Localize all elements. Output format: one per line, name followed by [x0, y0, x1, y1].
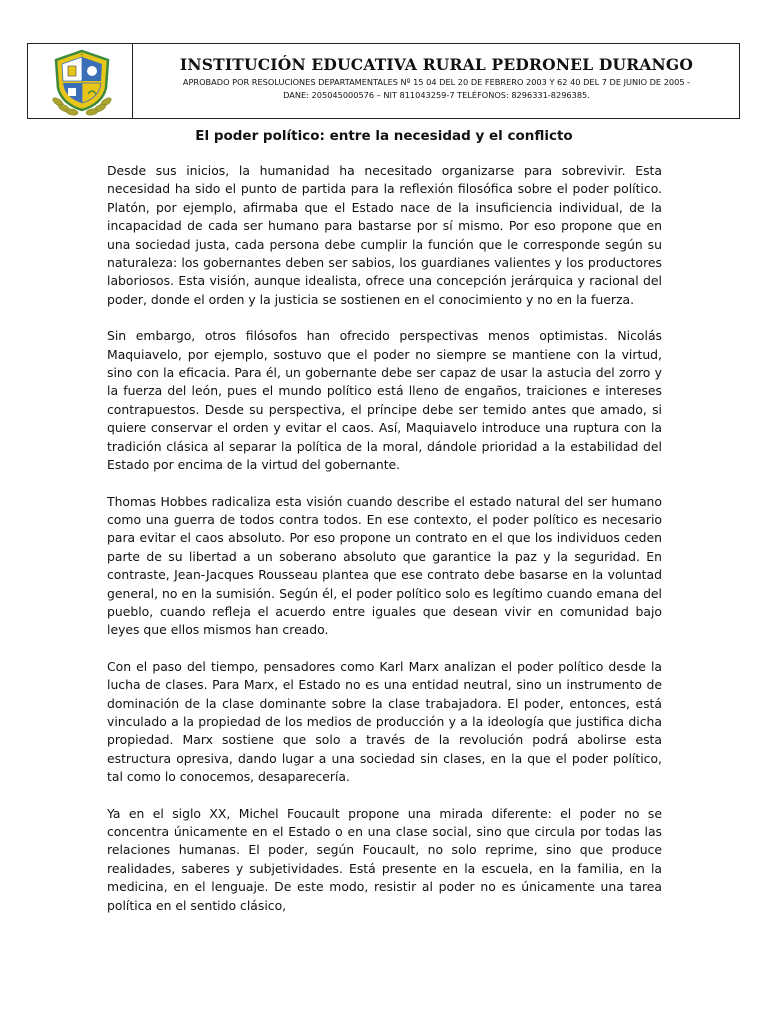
- paragraph-1: Desde sus inicios, la humanidad ha necesitado organizarse para sobrevivir. Esta necesidad ha sido el punto de partida para la reflexión filosófica sobre el poder político. Platón, por ejemplo, afirmaba que el Estado nace de la insuficiencia individual, de la incapacidad de cada ser humano para bastarse por sí mismo. Por eso propone que en una sociedad justa, cada persona debe cumplir la función que le corresponde según su naturaleza: los gobernantes deben ser sabios, los guardianes valientes y los productores laboriosos. Esta visión, aunque idealista, ofrece una concepción jerárquica y racional del poder, donde el orden y la justicia se sostienen en el conocimiento y no en la fuerza.: [107, 163, 662, 307]
- paragraph-4: Con el paso del tiempo, pensadores como Karl Marx analizan el poder político desde la lucha de clases. Para Marx, el Estado no es una entidad neutral, sino un instrumento de dominación de la clase dominante sobre la clase trabajadora. El poder, entonces, está vinculado a la propiedad de los medios de producción y a la ideología que justifica dicha propiedad. Marx sostiene que solo a través de la revolución podrá abolirse esta estructura opresiva, dando lugar a una sociedad sin clases, en la que el poder político, tal como lo conocemos, desaparecería.: [107, 658, 662, 785]
- contact-line: DANE: 205045000576 – NIT 811043259-7 TELÉFONOS: 8296331-8296385.: [283, 90, 590, 100]
- school-crest-icon: [44, 48, 120, 116]
- institution-name: INSTITUCIÓN EDUCATIVA RURAL PEDRONEL DURANGO: [179, 55, 694, 74]
- paragraph-3: Thomas Hobbes radicaliza esta visión cuando describe el estado natural del ser humano como una guerra de todos contra todos. En ese contexto, el poder político es necesario para evitar el caos absoluto. Por eso propone un contrato en el que los individuos ceden parte de su libertad a un soberano absoluto que garantice la paz y la seguridad. En contraste, Jean-Jacques Rousseau plantea que ese contrato debe basarse en la voluntad general, no en la sumisión. Según él, el poder político solo es legítimo cuando emana del pueblo, cuando refleja el acuerdo entre iguales que desean vivir en comunidad bajo leyes que ellos mismos han creado.: [107, 493, 662, 638]
- document-title: El poder político: entre la necesidad y el conflicto: [195, 128, 573, 144]
- svg-text:★: ★: [80, 52, 84, 57]
- paragraph-5: Ya en el siglo XX, Michel Foucault propone una mirada diferente: el poder no se concentra únicamente en el Estado o en una clase social, sino que circula por todas las relaciones humanas. El poder, según Foucault, no solo reprime, sino que produce realidades, saberes y subjetividades. Está presente en la escuela, en la familia, en la medicina, en el lenguaje. De este modo, resistir al poder no es únicamente una tarea política en el sentido clásico,: [107, 805, 662, 913]
- document-body: [107, 162, 662, 933]
- header-divider: [132, 44, 133, 118]
- institution-header: [27, 43, 740, 119]
- approval-line: APROBADO POR RESOLUCIONES DEPARTAMENTALES Nº 15 04 DEL 20 DE FEBRERO 2003 Y 62 40 DEL 7 DE JUNIO DE 2005 -: [182, 77, 691, 87]
- paragraph-2: Sin embargo, otros filósofos han ofrecido perspectivas menos optimistas. Nicolás Maquiavelo, por ejemplo, sostuvo que el poder no siempre se mantiene con la virtud, sino con la eficacia. Para él, un gobernante debe ser capaz de usar la astucia del zorro y la fuerza del león, pues el mundo político está lleno de engaños, traiciones e intereses contrapuestos. Desde su perspectiva, el príncipe debe ser temido antes que amado, si quiere conservar el orden y evitar el caos. Así, Maquiavelo introduce una ruptura con la tradición clásica al separar la política de la moral, dándole prioridad a la estabilidad del Estado por encima de la virtud del gobernante.: [107, 328, 662, 473]
